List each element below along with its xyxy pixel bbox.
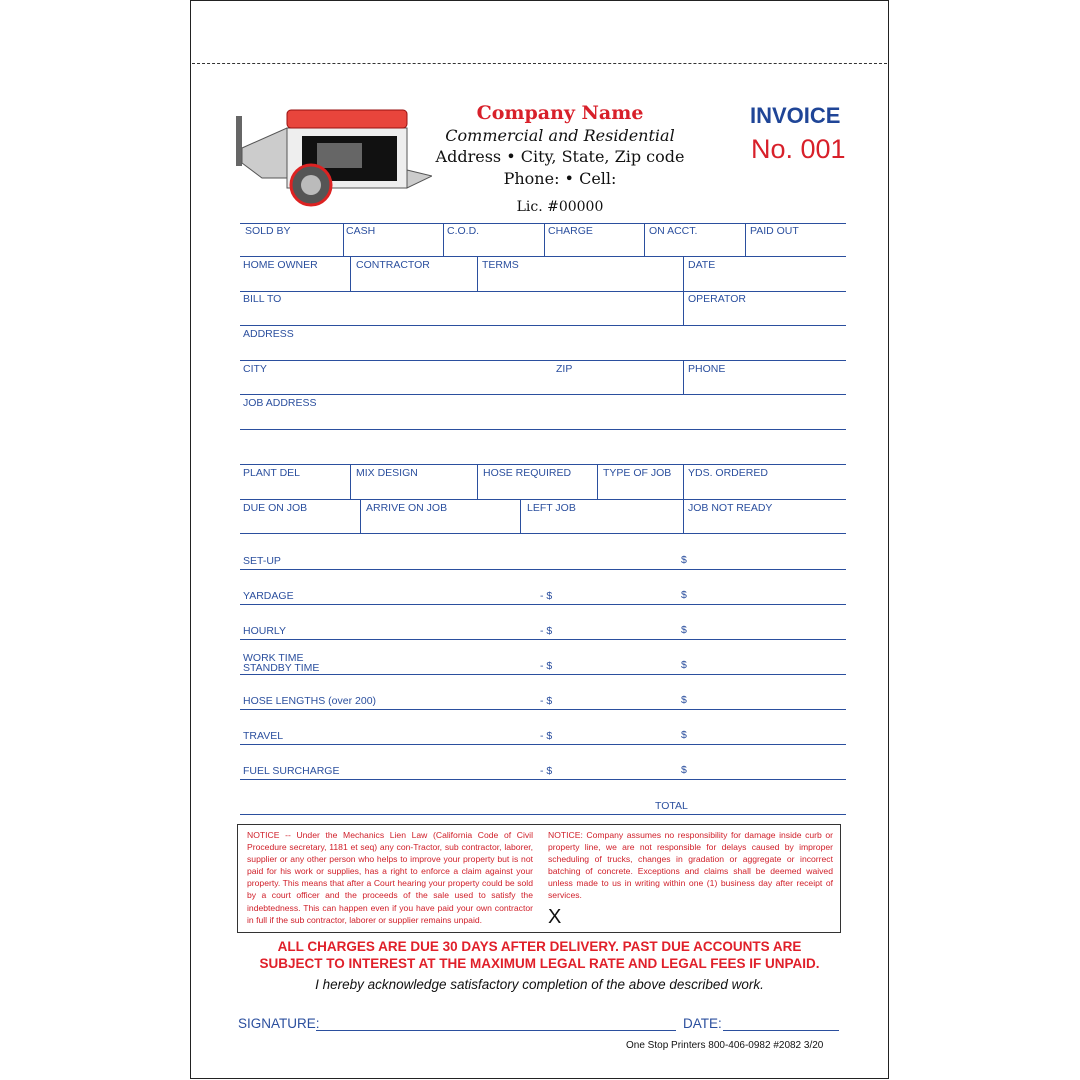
- charge-label: HOSE LENGTHS (over 200): [243, 695, 377, 707]
- charge-line: [240, 604, 846, 605]
- field-job-not-ready[interactable]: JOB NOT READY: [688, 502, 773, 514]
- charge-label: HOURLY: [243, 625, 286, 637]
- charge-amount-field[interactable]: $: [681, 624, 687, 636]
- grid-line: [240, 499, 846, 500]
- charge-line: [240, 569, 846, 570]
- total-label: TOTAL: [655, 800, 688, 812]
- grid-line: [240, 291, 846, 292]
- field-zip[interactable]: ZIP: [556, 363, 573, 375]
- payment-terms-line1: ALL CHARGES ARE DUE 30 DAYS AFTER DELIVERY. PAST DUE ACCOUNTS ARE: [277, 939, 802, 954]
- field-on-acct[interactable]: ON ACCT.: [649, 225, 698, 237]
- total-line: [240, 814, 846, 815]
- field-bill-to[interactable]: BILL TO: [243, 293, 282, 305]
- notice-responsibility: NOTICE: Company assumes no responsibility for damage inside curb or property line, we are not responsible for delays caused by improper scheduling of trucks, changes in gradation or aggregate or incorrect batching of concrete. Exceptions and claims shall be deemed waived unless made to us in writing within one (1) business day after receipt of services.: [548, 830, 833, 901]
- grid-line: [240, 325, 846, 326]
- charge-label: YARDAGE: [243, 590, 294, 602]
- grid-line: [240, 360, 846, 361]
- charge-rate-field[interactable]: - $: [540, 660, 553, 672]
- field-job-address[interactable]: JOB ADDRESS: [243, 397, 317, 409]
- charge-amount-field[interactable]: $: [681, 589, 687, 601]
- field-contractor[interactable]: CONTRACTOR: [356, 259, 430, 271]
- field-address[interactable]: ADDRESS: [243, 328, 294, 340]
- concrete-pump-trailer-logo: [232, 108, 432, 208]
- charge-label: FUEL SURCHARGE: [243, 765, 340, 777]
- grid-line: [240, 256, 846, 257]
- company-tagline: Commercial and Residential: [445, 126, 675, 145]
- charge-rate-field[interactable]: - $: [540, 695, 553, 707]
- charge-rate-field[interactable]: - $: [540, 730, 553, 742]
- field-paid-out[interactable]: PAID OUT: [750, 225, 799, 237]
- grid-divider: [644, 223, 645, 256]
- charge-rate-field[interactable]: - $: [540, 590, 553, 602]
- payment-terms-line2: SUBJECT TO INTEREST AT THE MAXIMUM LEGAL RATE AND LEGAL FEES IF UNPAID.: [259, 956, 820, 971]
- signature-line[interactable]: [316, 1030, 676, 1031]
- grid-divider: [360, 499, 361, 533]
- company-phone: Phone: • Cell:: [503, 169, 617, 188]
- charge-amount-field[interactable]: $: [681, 554, 687, 566]
- grid-divider: [544, 223, 545, 256]
- notice-lien-law: NOTICE -- Under the Mechanics Lien Law (California Code of Civil Procedure secretary, 1181 et seq) any con-Tractor, sub contractor, laborer, supplier or any other person who helps to improve your property but is not paid for his work or supplies, has a right to enforce a claim against your property. This means that after a Court hearing your property could be sold by a court officer and the proceeds of the sale used to satisfy the indebtedness. This can happen even if you have paid your own contractor in full if the sub contractor, laborer or supplier remains unpaid.: [247, 830, 533, 925]
- license-number: Lic. #00000: [516, 199, 604, 215]
- grid-divider: [683, 464, 684, 533]
- field-operator[interactable]: OPERATOR: [688, 293, 746, 305]
- field-yds-ordered[interactable]: YDS. ORDERED: [688, 467, 768, 479]
- grid-line: [240, 464, 846, 465]
- company-name: Company Name: [476, 102, 644, 124]
- charge-line: [240, 779, 846, 780]
- grid-divider: [683, 256, 684, 325]
- grid-divider: [443, 223, 444, 256]
- perforation-line: [192, 63, 887, 64]
- charge-line: [240, 709, 846, 710]
- field-date[interactable]: DATE: [688, 259, 716, 271]
- field-home-owner[interactable]: HOME OWNER: [243, 259, 318, 271]
- charge-label: TRAVEL: [243, 730, 284, 742]
- field-sold-by[interactable]: SOLD BY: [245, 225, 291, 237]
- field-arrive-on-job[interactable]: ARRIVE ON JOB: [366, 502, 448, 514]
- field-left-job[interactable]: LEFT JOB: [527, 502, 576, 514]
- charge-amount-field[interactable]: $: [681, 694, 687, 706]
- field-plant-del[interactable]: PLANT DEL: [243, 467, 300, 479]
- charge-line: [240, 639, 846, 640]
- signature-label: SIGNATURE:: [238, 1016, 320, 1031]
- charge-rate-field[interactable]: - $: [540, 625, 553, 637]
- field-city[interactable]: CITY: [243, 363, 267, 375]
- charge-label: WORK TIME: [243, 652, 304, 664]
- field-terms[interactable]: TERMS: [482, 259, 519, 271]
- grid-divider: [343, 223, 344, 256]
- field-phone[interactable]: PHONE: [688, 363, 726, 375]
- charge-line: [240, 744, 846, 745]
- grid-divider: [520, 499, 521, 533]
- acknowledgement-text: I hereby acknowledge satisfactory completion of the above described work.: [315, 977, 764, 992]
- grid-divider: [477, 256, 478, 291]
- printer-footer: One Stop Printers 800-406-0982 #2082 3/20: [626, 1040, 824, 1051]
- charge-rate-field[interactable]: - $: [540, 765, 553, 777]
- grid-line: [240, 394, 846, 395]
- charge-line: [240, 674, 846, 675]
- charge-label-secondary: STANDBY TIME: [243, 662, 320, 674]
- charge-amount-field[interactable]: $: [681, 729, 687, 741]
- grid-divider: [350, 464, 351, 499]
- date-label: DATE:: [683, 1016, 722, 1031]
- field-cod[interactable]: C.O.D.: [447, 225, 480, 237]
- charge-label: SET-UP: [243, 555, 281, 567]
- invoice-title: INVOICE: [750, 103, 841, 128]
- charge-amount-field[interactable]: $: [681, 659, 687, 671]
- grid-divider: [477, 464, 478, 499]
- grid-divider: [683, 360, 684, 394]
- grid-line: [240, 223, 846, 224]
- field-charge[interactable]: CHARGE: [548, 225, 593, 237]
- grid-line: [240, 533, 846, 534]
- grid-divider: [745, 223, 746, 256]
- grid-divider: [597, 464, 598, 499]
- field-type-of-job[interactable]: TYPE OF JOB: [603, 467, 672, 479]
- charge-amount-field[interactable]: $: [681, 764, 687, 776]
- field-mix-design[interactable]: MIX DESIGN: [356, 467, 418, 479]
- invoice-number: No. 001: [751, 134, 846, 164]
- signature-x-mark: X: [548, 906, 562, 928]
- field-due-on-job[interactable]: DUE ON JOB: [243, 502, 308, 514]
- grid-line: [240, 429, 846, 430]
- field-hose-required[interactable]: HOSE REQUIRED: [483, 467, 572, 479]
- field-cash[interactable]: CASH: [346, 225, 376, 237]
- grid-divider: [350, 256, 351, 291]
- date-line[interactable]: [723, 1030, 839, 1031]
- company-address: Address • City, State, Zip code: [435, 147, 685, 166]
